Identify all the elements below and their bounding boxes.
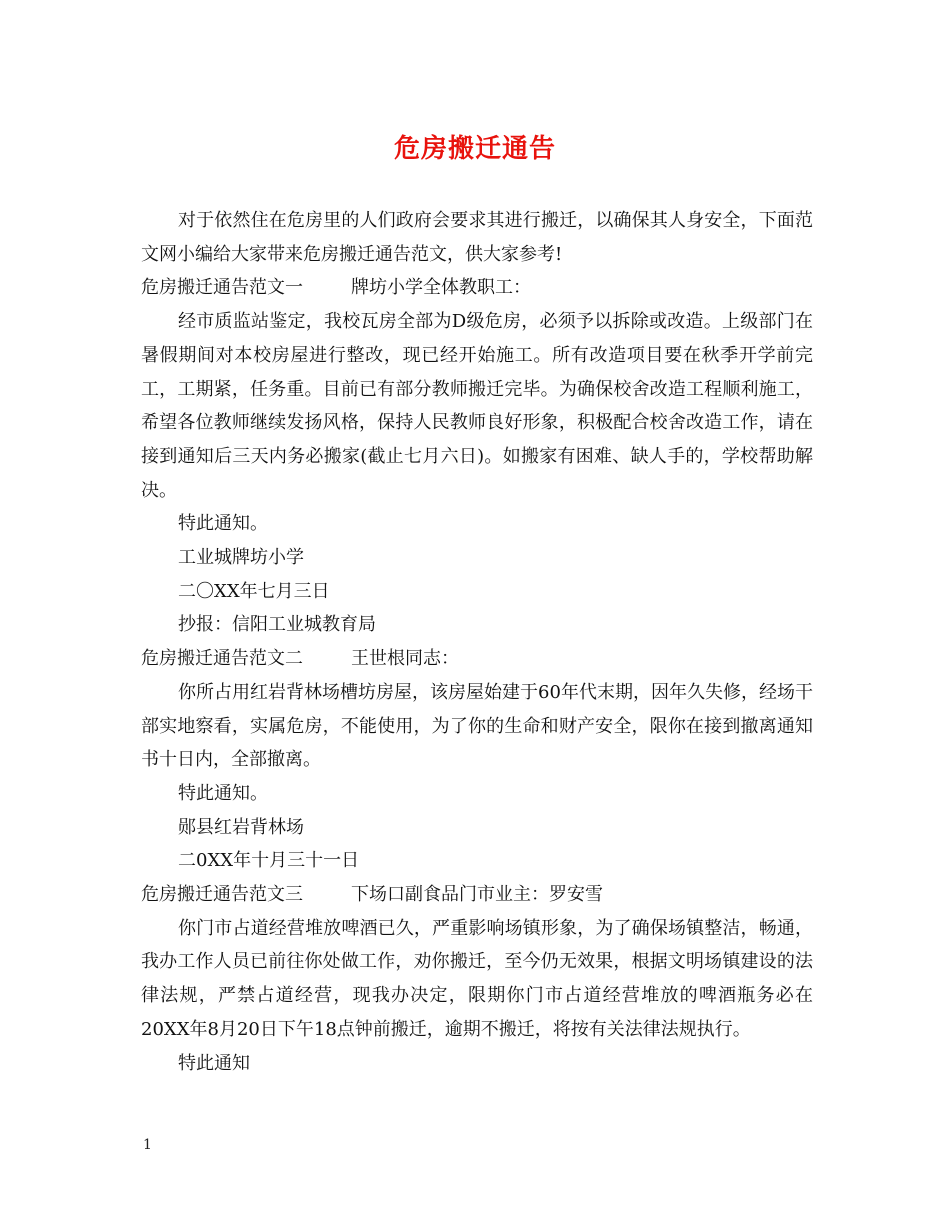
section-3-notice: 特此通知	[178, 1052, 250, 1074]
section-3-body: 你门市占道经营堆放啤酒已久，严重影响场镇形象，为了确保场镇整洁，畅通，我办工作人员已前往你处做工作，劝你搬迁，至今仍无效果，根据文明场镇建设的法律法规，严禁占道经营，现我办决定，限期你门市占道经营堆放的啤酒瓶务必在20XX年8月20日下午18点钟前搬迁，逾期不搬迁，将按有关法律法规执行。	[141, 917, 813, 1040]
section-3-heading: 危房搬迁通告范文三	[141, 884, 303, 906]
section-2-date: 二0XX年十月三十一日	[178, 850, 360, 872]
intro-paragraph: 对于依然住在危房里的人们政府会要求其进行搬迁，以确保其人身安全，下面范文网小编给大家带来危房搬迁通告范文，供大家参考!	[141, 210, 813, 265]
section-1-sender: 工业城牌坊小学	[178, 547, 304, 569]
section-1-heading: 危房搬迁通告范文一	[141, 277, 303, 299]
section-1-heading-line	[141, 271, 813, 305]
document-title: 危房搬迁通告	[393, 134, 556, 164]
section-2-body: 你所占用红岩背林场槽坊房屋，该房屋始建于60年代末期，因年久失修，经场干部实地察看，实属危房，不能使用，为了你的生命和财产安全，限你在接到撤离通知书十日内，全部撤离。	[141, 681, 813, 771]
section-1-cc: 抄报：信阳工业城教育局	[178, 614, 376, 636]
section-1-notice: 特此通知。	[178, 513, 268, 535]
section-1-body: 经市质监站鉴定，我校瓦房全部为D级危房，必须予以拆除或改造。上级部门在暑假期间对本校房屋进行整改，现已经开始施工。所有改造项目要在秋季开学前完工，工期紧，任务重。目前已有部分教师搬迁完毕。为确保校舍改造工程顺利施工，希望各位教师继续发扬风格，保持人民教师良好形象，积极配合校舍改造工作，请在接到通知后三天内务必搬家(截止七月六日)。如搬家有困难、缺人手的，学校帮助解决。	[141, 311, 813, 501]
page-number: 1	[143, 1137, 152, 1153]
section-2-heading: 危房搬迁通告范文二	[141, 648, 303, 670]
document-body	[141, 204, 813, 1080]
section-2-notice: 特此通知。	[178, 782, 268, 804]
section-1-recipient: 牌坊小学全体教职工：	[351, 277, 531, 299]
section-3-recipient: 下场口副食品门市业主：罗安雪	[351, 884, 603, 906]
section-2-heading-line	[141, 642, 813, 676]
section-1-date: 二〇XX年七月三日	[178, 580, 330, 602]
section-2-recipient: 王世根同志：	[351, 648, 459, 670]
section-2-sender: 郧县红岩背林场	[178, 816, 304, 838]
section-3-heading-line	[141, 878, 813, 912]
